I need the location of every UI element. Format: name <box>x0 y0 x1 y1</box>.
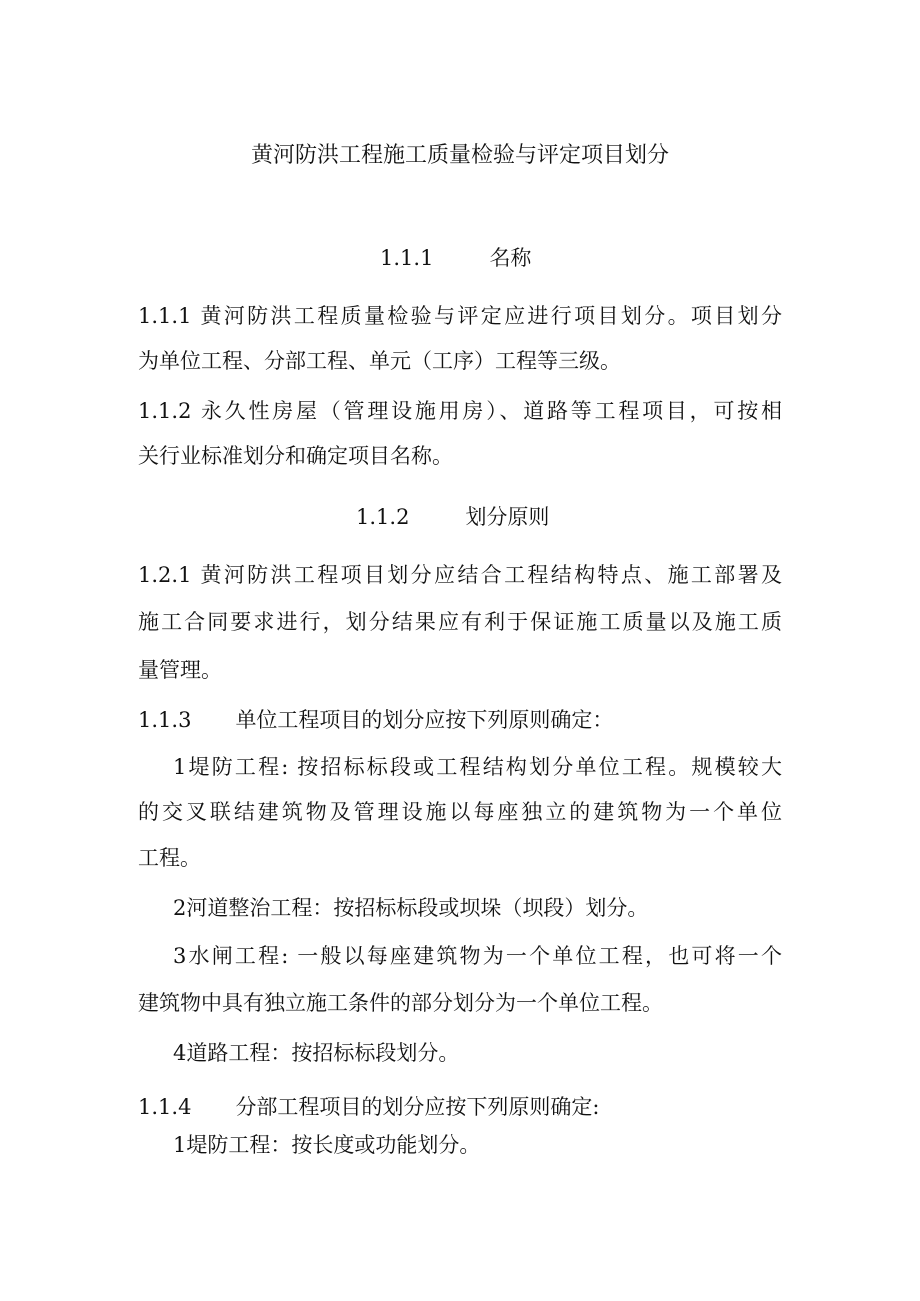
clause-1-2-1-line-1 <box>138 560 782 590</box>
clause-number: 1.2.1 <box>138 563 192 587</box>
clause-number: 1.1.1 <box>138 304 192 328</box>
section-number: 1.1.2 <box>356 505 410 529</box>
clause-text: 永久性房屋（管理设施用房）、道路等工程项目，可按相 <box>200 399 782 423</box>
clause-text: 分部工程项目的划分应按下列原则确定: <box>235 1095 600 1119</box>
clause-1-2-1-line-2: 施工合同要求进行，划分结果应有利于保证施工质量以及施工质 <box>138 610 782 634</box>
clause-number: 1.1.2 <box>138 399 192 423</box>
clause-1-1-2-line-1 <box>138 396 782 426</box>
clause-number: 1.1.4 <box>138 1095 192 1119</box>
clause-1-2-1-line-3: 量管理。 <box>138 658 222 682</box>
item-3-line-2: 建筑物中具有独立施工条件的部分划分为一个单位工程。 <box>138 991 663 1015</box>
clause-text: 黄河防洪工程项目划分应结合工程结构特点、施工部署及 <box>200 563 782 587</box>
item-4-line-1: 4道路工程：按招标标段划分。 <box>173 1041 460 1065</box>
clause-text: 单位工程项目的划分应按下列原则确定： <box>235 708 614 732</box>
sub-item-1-line-1: 1堤防工程：按长度或功能划分。 <box>173 1133 481 1157</box>
section-label: 名称 <box>489 246 532 270</box>
item-1-line-2: 的交叉联结建筑物及管理设施以每座独立的建筑物为一个单位 <box>138 800 782 824</box>
section-number: 1.1.1 <box>380 246 434 270</box>
clause-1-1-1-line-2: 为单位工程、分部工程、单元（工序）工程等三级。 <box>138 349 621 373</box>
clause-text: 黄河防洪工程质量检验与评定应进行项目划分。项目划分 <box>200 304 782 328</box>
item-3-line-1: 3水闸工程: 一般以每座建筑物为一个单位工程，也可将一个 <box>173 944 782 968</box>
section-label: 划分原则 <box>465 505 550 529</box>
clause-1-1-4 <box>138 1092 600 1122</box>
clause-1-1-1-line-1 <box>138 301 782 331</box>
section-heading-principles <box>356 502 549 532</box>
clause-number: 1.1.3 <box>138 708 192 732</box>
item-2-line-1: 2河道整治工程：按招标标段或坝垛（坝段）划分。 <box>173 896 649 920</box>
item-1-line-1: 1堤防工程: 按招标标段或工程结构划分单位工程。规模较大 <box>173 755 782 779</box>
clause-1-1-3 <box>138 705 613 735</box>
section-heading-name <box>380 243 531 273</box>
item-1-line-3: 工程。 <box>138 846 201 870</box>
document-title: 黄河防洪工程施工质量检验与评定项目划分 <box>250 143 669 168</box>
clause-1-1-2-line-2: 关行业标准划分和确定项目名称。 <box>138 444 453 468</box>
